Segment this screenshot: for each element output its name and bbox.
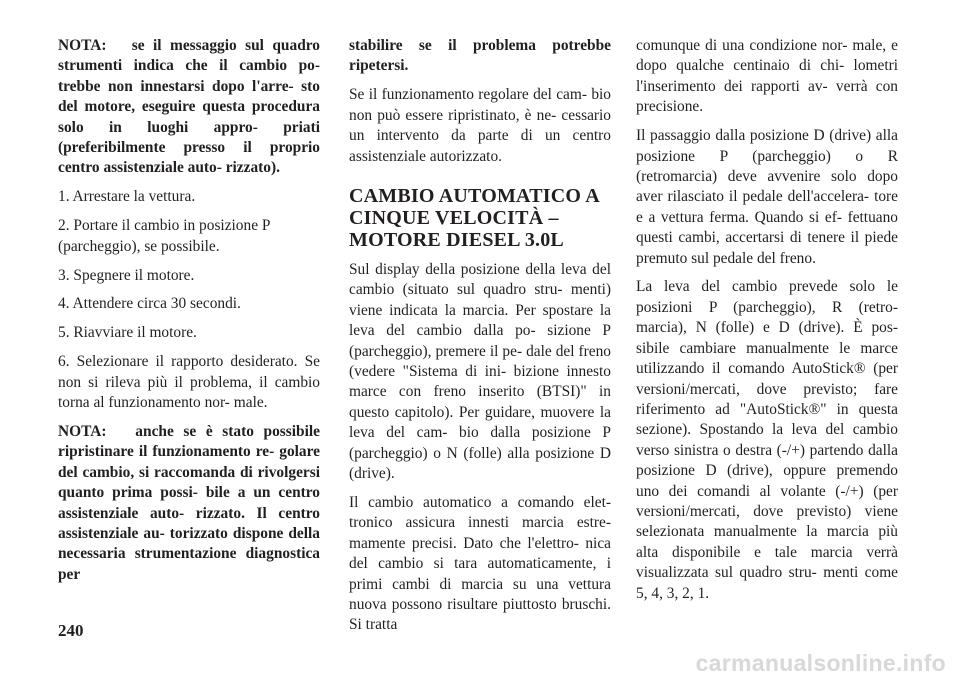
watermark: carmanualsonline.info: [695, 650, 946, 676]
note-service-center: NOTA: anche se è stato possibile ripristinare il funzionamento re- golare del cambio, si raccomanda di rivolgersi quanto prima possi- bile a un centro assistenziale auto- rizzato. Il centro assistenziale au- torizzato dispone della necessaria strumentazione diagnostica per: [58, 423, 320, 583]
step-5: 5. Riavviare il motore.: [58, 324, 197, 342]
paragraph-service-intervention: Se il funzionamento regolare del cam- bio non può essere ripristinato, è ne- cessario un intervento da parte di un centro assistenziale autorizzato.: [349, 86, 611, 165]
paragraph-shift-to-park: Il passaggio dalla posizione D (drive) alla posizione P (parcheggio) o R (retromarcia) deve avvenire solo dopo aver rilasciato il pedale dell'accelera- tore e a vettura ferma. Quando si ef- fettuano questi cambi, accertarsi di tenere il piede premuto sul pedale del freno.: [636, 127, 898, 267]
paragraph-autostick: La leva del cambio prevede solo le posizioni P (parcheggio), R (retro- marcia), N (folle) e D (drive). È pos- sibile cambiare manualmente le marce utilizzando il comando AutoStick® (per versioni/mercati, dove previsto; fare riferimento ad "AutoStick®" in questa sezione). Spostando la leva del cambio verso sinistra o destra (-/+) partendo dalla posizione D (drive), oppure premendo uno dei comandi al volante (-/+) (per versioni/mercati, dove previsto) viene selezionata manualmente la marcia più alta disponibile e tale marcia verrà visualizzata sul quadro stru- menti come 5, 4, 3, 2, 1.: [636, 278, 898, 602]
paragraph-gear-display: Sul display della posizione della leva del cambio (situato sul quadro stru- menti) viene indicata la marcia. Per spostare la leva del cambio dalla po- sizione P (parcheggio), premere il pe- dale del freno (vedere "Sistema di ini- bizione innesto marce con freno inserito (BTSI)" in questo capitolo). Per guidare, muovere la leva del cam- bio dalla posizione P (parcheggio) o N (folle) alla posizione D (drive).: [349, 260, 611, 482]
note-gear-warning: NOTA: se il messaggio sul quadro strumenti indica che il cambio po- trebbe non innestarsi dopo l'arre- sto del motore, eseguire questa procedura solo in luoghi appro- priati (preferibilmente presso il proprio centro assistenziale auto- rizzato).: [58, 37, 320, 177]
step-2: 2. Portare il cambio in posizione P (parcheggio), se possibile.: [58, 217, 270, 255]
paragraph-normal-condition: comunque di una condizione nor- male, e dopo qualche centinaio di chi- lometri l'inserimento dei rapporti av- verrà con precisione.: [636, 37, 898, 116]
note-service-center-continued: stabilire se il problema potrebbe ripetersi.: [349, 37, 611, 75]
column-right: [636, 36, 898, 612]
column-middle: [349, 36, 611, 644]
page-number: 240: [58, 621, 84, 640]
section-heading: CAMBIO AUTOMATICO A CINQUE VELOCITÀ – MOTORE DIESEL 3.0L: [349, 184, 599, 251]
step-3: 3. Spegnere il motore.: [58, 266, 195, 284]
step-6: 6. Selezionare il rapporto desiderato. Se non si rileva più il problema, il cambio torna al funzionamento nor- male.: [58, 353, 320, 412]
step-4: 4. Attendere circa 30 secondi.: [58, 295, 241, 313]
paragraph-electronic-control: Il cambio automatico a comando elet- tronico assicura innesti marcia estre- mamente precisi. Dato che l'elettro- nica del cambio si tara automaticamente, i primi cambi di marcia su una vettura nuova possono risultare piuttosto bruschi. Si tratta: [349, 493, 611, 634]
column-left: [58, 36, 320, 594]
step-1: 1. Arrestare la vettura.: [58, 188, 196, 206]
